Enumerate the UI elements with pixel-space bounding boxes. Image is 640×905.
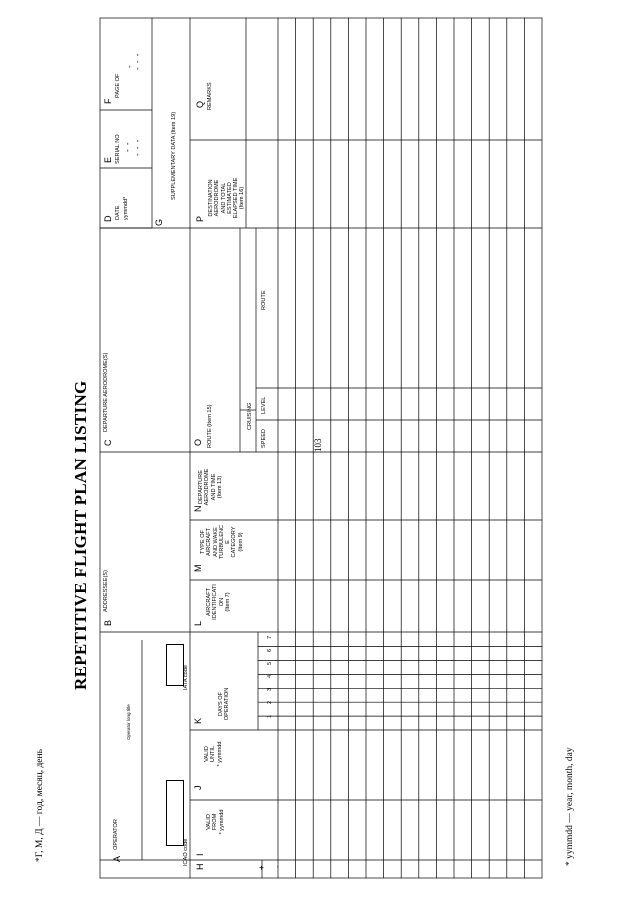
bottom-footnote: * yymmdd — year, month, day (565, 747, 575, 866)
field-d-sub: yymmdd* (123, 196, 129, 220)
field-l-label: AIRCRAFT IDENTIFICATI ON (Item 7) (206, 584, 231, 620)
field-i-label: VALID FROM * yymmdd (206, 809, 225, 835)
page-of-dashes: - - - (133, 52, 142, 70)
field-p-letter: P (195, 215, 205, 222)
page-number: 103 (313, 438, 323, 452)
day-2: 2 (267, 700, 273, 704)
day-6: 6 (267, 648, 273, 652)
icao-code-box[interactable] (166, 780, 184, 846)
field-d-letter: D (103, 215, 113, 222)
day-1: 1 (267, 714, 273, 718)
field-q-label: REMARKS (207, 82, 213, 110)
field-q-letter: Q (195, 100, 205, 108)
field-a-letter: A (112, 855, 122, 862)
field-l-letter: L (193, 620, 203, 626)
minus-sign: - (273, 865, 282, 868)
field-b-letter: B (103, 619, 113, 626)
field-j-label: VALID UNTIL * yymmdd (204, 741, 223, 767)
field-k-label: DAYS OF OPERATION (218, 687, 231, 721)
day-3: 3 (267, 687, 273, 691)
field-f-letter: F (103, 98, 113, 104)
field-f-label: PAGE OF (115, 73, 121, 98)
field-b-label: ADDRESSEE(S) (103, 570, 109, 612)
field-p-label: DESTINATION AERODROME AND TOTAL ESTIMATED ELAPSED TIME (Item 16) (208, 177, 246, 219)
field-a-label: OPERATOR (113, 819, 119, 850)
field-c-letter: C (103, 439, 113, 446)
field-k-letter: K (193, 717, 203, 724)
day-5: 5 (267, 661, 273, 665)
iata-code-box[interactable] (166, 644, 184, 686)
field-m-label: TYPE OF AIRCRAFT AND WAKE TURBULENC E CATEGORY (Item 9) (200, 524, 244, 560)
serial-no-dashes-2: - - - (133, 138, 142, 156)
day-7: 7 (267, 635, 273, 639)
operator-long-title-label: Operator long title (126, 704, 131, 740)
field-h-letter: H (195, 863, 205, 870)
field-e-label: SERIAL NO (115, 134, 121, 164)
page-of-dash: - (125, 65, 134, 68)
field-c-label: DEPARTURE AERODROME(S) (103, 352, 109, 432)
field-e-letter: E (103, 156, 113, 163)
form-title: REPETITIVE FLIGHT PLAN LISTING (71, 380, 90, 690)
field-j-letter: J (193, 785, 203, 790)
field-d-label: DATE (115, 205, 121, 220)
cruising-label: CRUISING (247, 402, 253, 430)
route-label: ROUTE (261, 290, 267, 310)
iata-code-label: IATA code (183, 665, 189, 690)
field-g-label: SUPPLEMENTARY DATA (Item 19) (171, 111, 177, 200)
field-n-letter: N (193, 505, 203, 512)
serial-no-dashes: - - (123, 141, 132, 152)
day-4: 4 (267, 674, 273, 678)
field-o-letter: O (193, 438, 203, 446)
field-g-letter: G (154, 218, 164, 226)
field-n-label: DEPARTURE AERODROME AND TIME (Item 13) (198, 468, 223, 506)
top-footnote: *Г, М, Д — год, месяц, день (35, 749, 45, 862)
speed-label: SPEED (261, 429, 267, 448)
icao-code-label: ICAO code (183, 838, 189, 866)
field-o-label: ROUTE (Item 15) (207, 404, 213, 448)
level-label: LEVEL (261, 396, 267, 414)
field-i-letter: I (195, 853, 205, 856)
field-m-letter: M (193, 564, 203, 572)
plus-sign: + (257, 865, 266, 870)
